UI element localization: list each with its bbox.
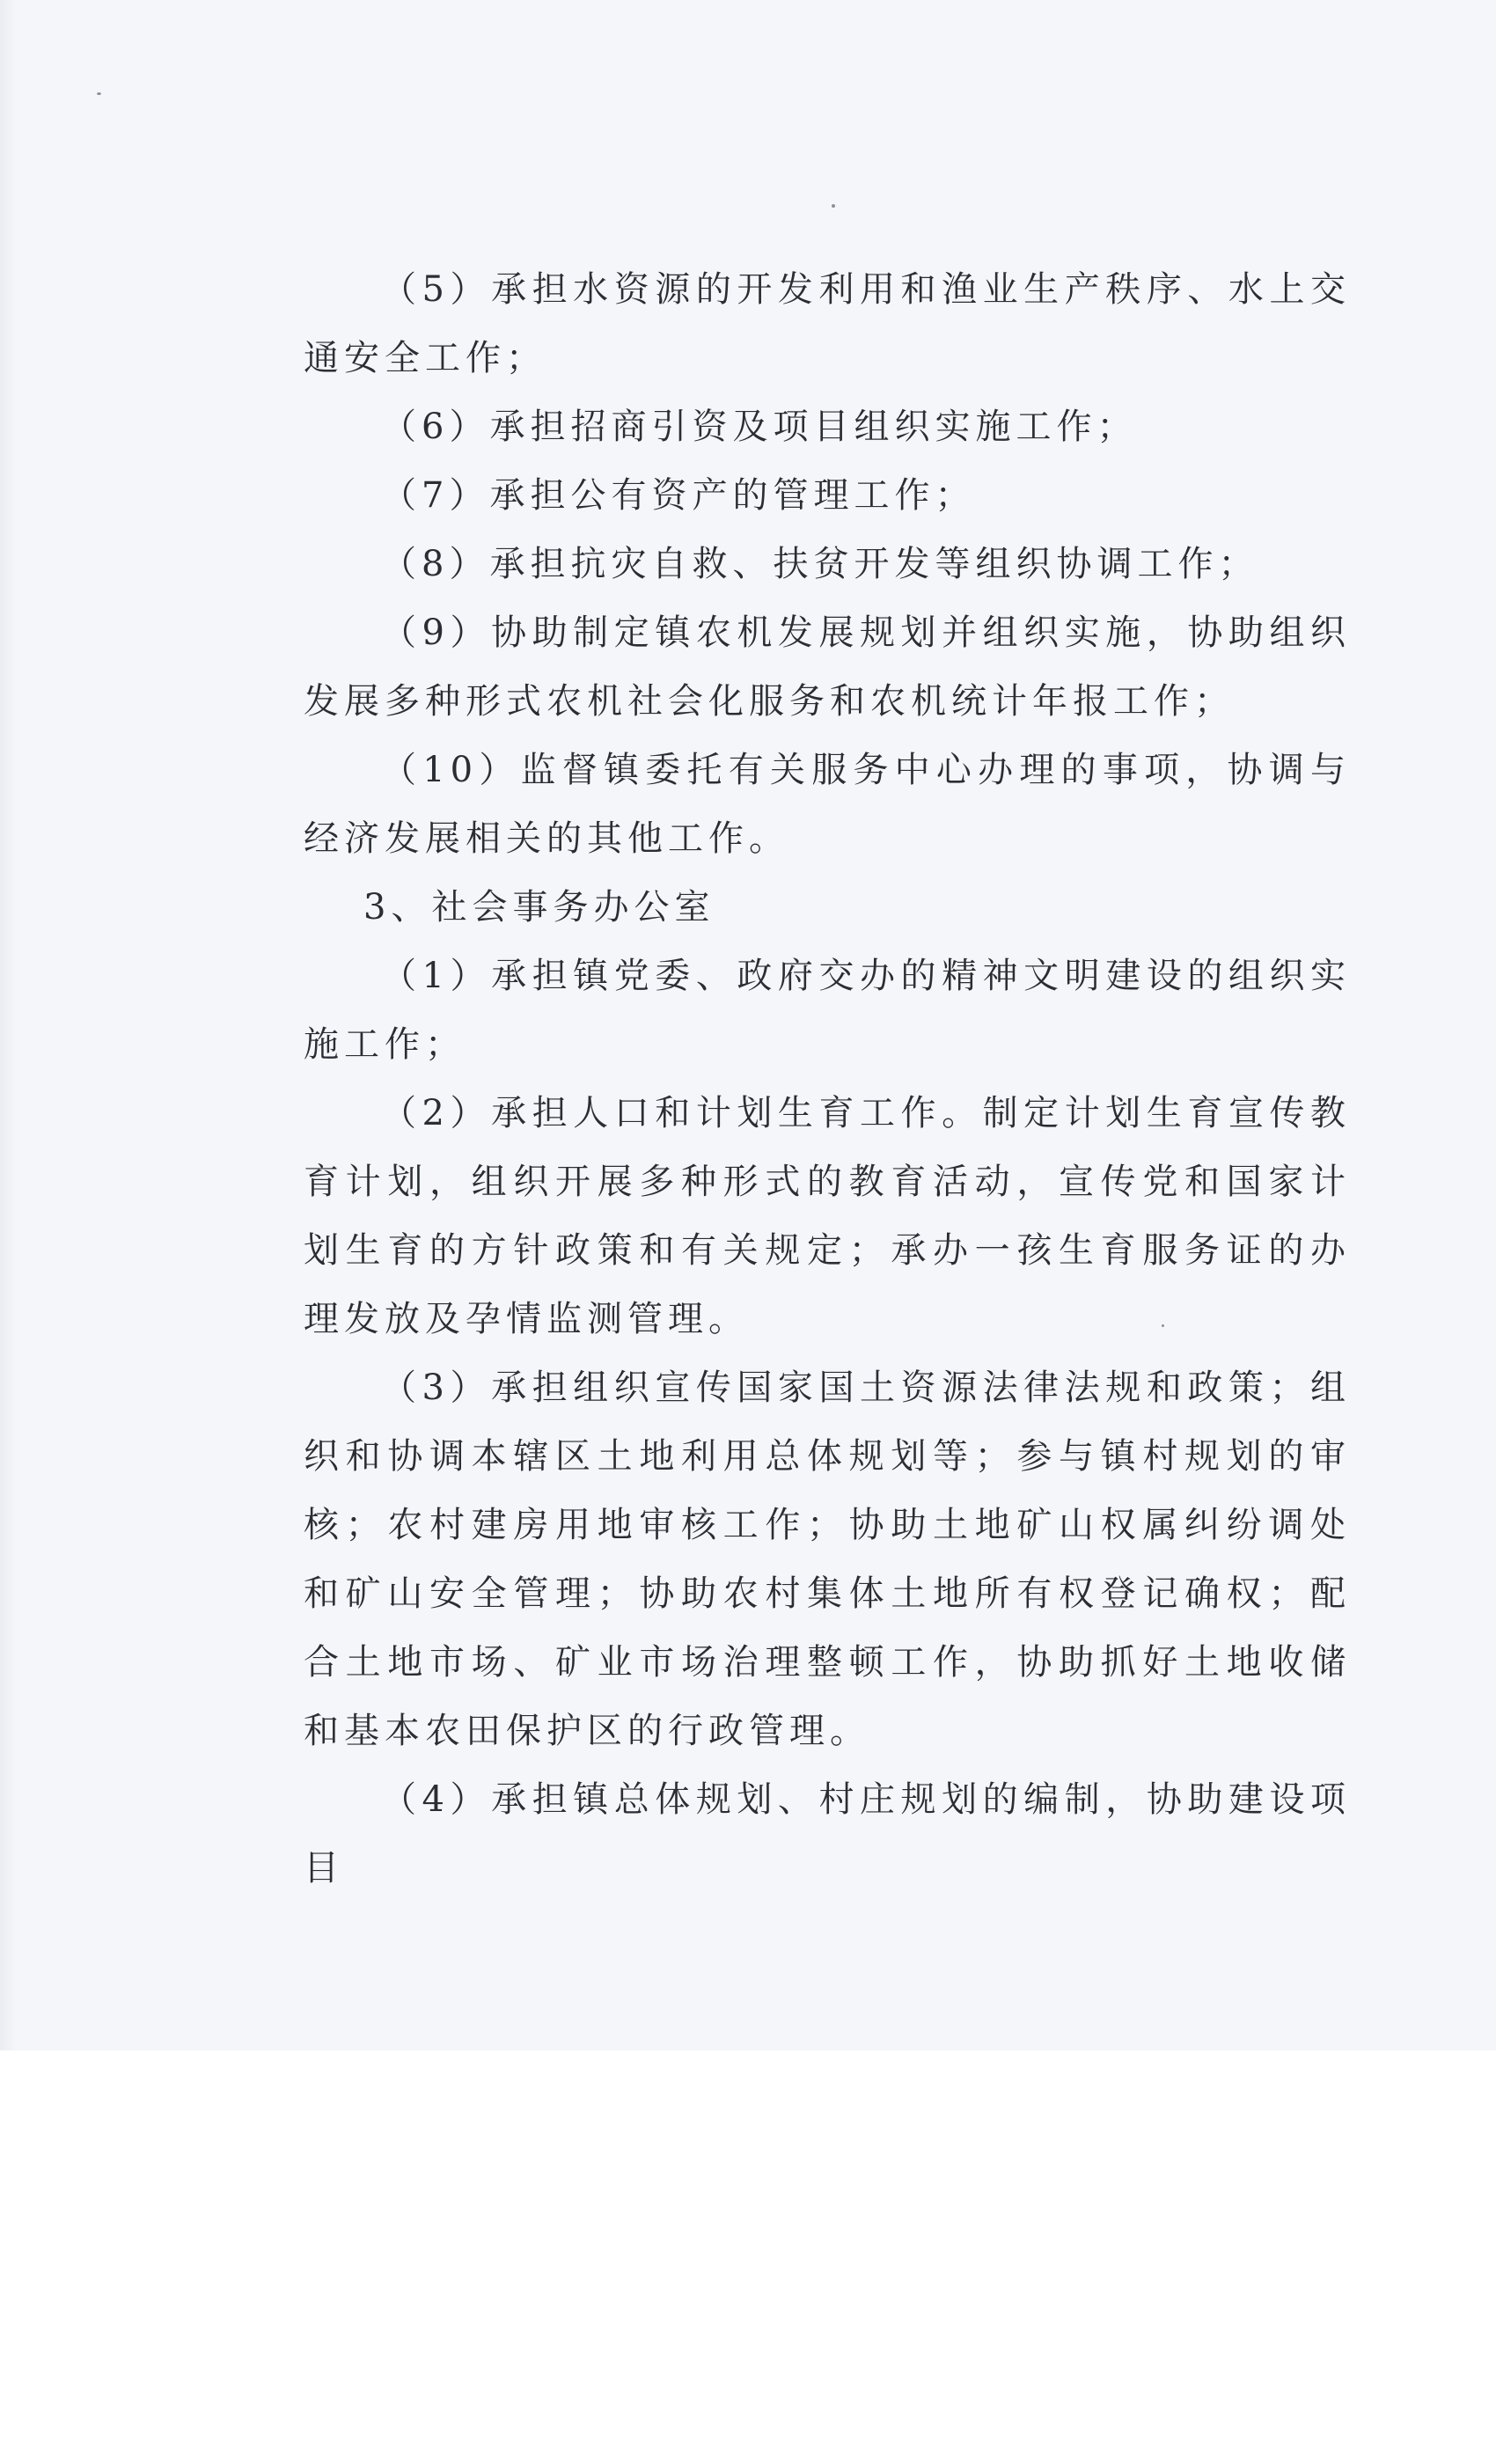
paragraph-item-2: （2）承担人口和计划生育工作。制定计划生育宣传教育计划，组织开展多种形式的教育活动，宣传党和国家计划生育的方针政策和有关规定；承办一孩生育服务证的办理发放及孕情监测管理。 (304, 1093, 1351, 1339)
section-heading: 3、社会事务办公室 (363, 887, 715, 928)
paragraph-item-6: （6）承担招商引资及项目组织实施工作； (381, 407, 1138, 447)
paragraph-item-9: （9）协助制定镇农机发展规划并组织实施，协助组织发展多种形式农机社会化服务和农机统计年报工作； (304, 612, 1351, 722)
paragraph-item-10: （10）监督镇委托有关服务中心办理的事项，协调与经济发展相关的其他工作。 (304, 750, 1351, 859)
paragraph-item-7: （7）承担公有资产的管理工作； (381, 475, 976, 516)
paragraph-item-4: （4）承担镇总体规划、村庄规划的编制，协助建设项目 (304, 1779, 1351, 1888)
paragraph-item-3: （3）承担组织宣传国家国土资源法律法规和政策；组织和协调本辖区土地利用总体规划等；参与镇村规划的审核；农村建房用地审核工作；协助土地矿山权属纠纷调处和矿山安全管理；协助农村集体土地所有权登记确权；配合土地市场、矿业市场治理整顿工作，协助抓好土地收储和基本农田保护区的行政管理。 (304, 1368, 1351, 1751)
paragraph-item-8: （8）承担抗灾自救、扶贫开发等组织协调工作； (381, 544, 1259, 584)
page-edge-shadow (0, 0, 16, 2050)
paragraph-item-5: （5）承担水资源的开发利用和渔业生产秩序、水上交通安全工作； (304, 269, 1351, 378)
paragraph-item-1: （1）承担镇党委、政府交办的精神文明建设的组织实施工作； (304, 956, 1351, 1065)
document-body (304, 255, 1351, 1903)
blank-margin (0, 2050, 1496, 2464)
